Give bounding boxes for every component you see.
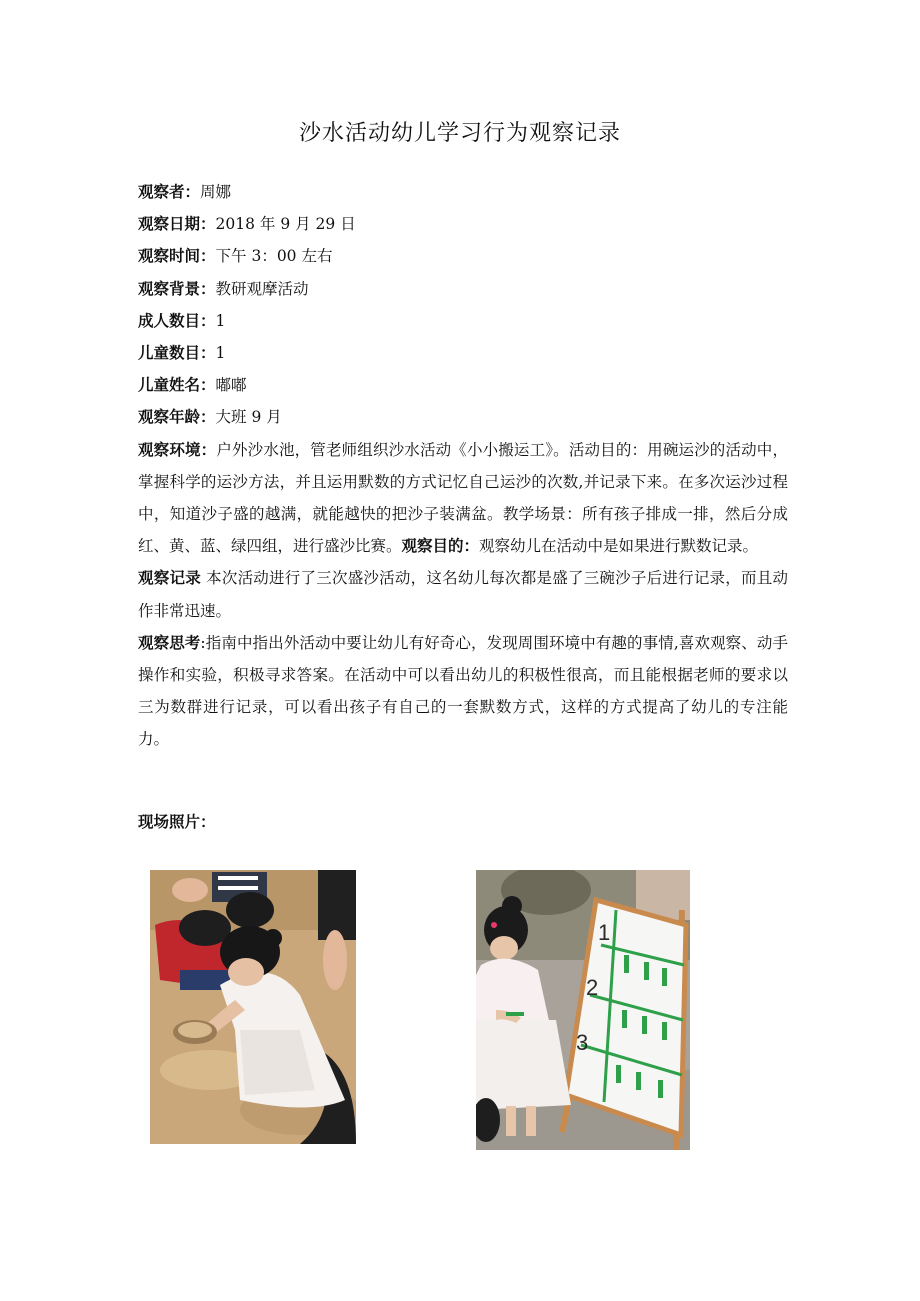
adults-field: 成人数目：1 [138,310,226,330]
environment-paragraph: 观察环境：户外沙水池，管老师组织沙水活动《小小搬运工》。活动目的：用碗运沙的活动中，掌握科学的运沙方法，并且运用默数的方式记忆自己运沙的次数,并记录下来。在多次运沙过程中，知道沙子盛的越满，就能越快的把沙子装满盆。教学场景：所有孩子排成一排，然后分成红、黄、蓝、绿四组，进行盛沙比赛。观察目的：观察幼儿在活动中是如果进行默数记录。 [138,439,788,556]
adults-label: 成人数目 [138,310,201,330]
child-name-label: 儿童姓名 [138,375,201,395]
observer-label: 观察者 [138,182,185,201]
time-value: 下午 3：00 左右 [215,247,333,266]
background-label: 观察背景 [138,278,201,298]
time-field: 观察时间：下午 3：00 左右 [138,246,333,266]
age-label: 观察年龄 [138,407,201,427]
child-name-field: 儿童姓名：嘟嘟 [138,375,247,395]
observer-field: 观察者：周娜 [138,182,232,201]
recording-board-photo [476,870,690,1150]
board-number-1: 1 [598,920,611,945]
board-number-3: 3 [576,1030,589,1055]
record-paragraph [138,562,788,626]
page-title: 沙水活动幼儿学习行为观察记录 [298,121,621,146]
photos-label: 现场照片： [138,812,216,831]
environment-text: 户外沙水池，管老师组织沙水活动《小小搬运工》。活动目的：用碗运沙的活动中，掌握科学的运沙方法，并且运用默数的方式记忆自己运沙的次数,并记录下来。在多次运沙过程中，知道沙子盛的越满，就能越快的把沙子装满盆。教学场景：所有孩子排成一排，然后分成红、黄、蓝、绿四组，进行盛沙比赛。 [138,440,788,556]
reflection-text: :指南中指出外活动中要让幼儿有好奇心，发现周围环境中有趣的事情,喜欢观察、动手操作和实验，积极寻求答案。在活动中可以看出幼儿的积极性很高，而且能根据老师的要求以三为数群进行记录，可以看出孩子有自己的一套默数方式，这样的方式提高了幼儿的专注能力。 [138,633,788,749]
observation-fields [138,176,788,756]
date-field: 观察日期：2018 年 9 月 29 日 [138,214,356,234]
purpose-text: 观察幼儿在活动中是如果进行默数记录。 [479,537,759,556]
reflection-paragraph [138,627,788,756]
age-field: 观察年龄：大班 9 月 [138,407,282,427]
date-label: 观察日期 [138,214,201,234]
children-label: 儿童数目 [138,343,201,363]
environment-label: 观察环境 [138,439,201,459]
adults-value: 1 [215,311,226,330]
reflection-label: 观察思考 [138,632,201,652]
children-value: 1 [215,344,226,363]
time-label: 观察时间 [138,246,201,266]
date-value: 2018 年 9 月 29 日 [215,215,356,234]
observer-value: 周娜 [200,183,232,201]
record-text: 本次活动进行了三次盛沙活动，这名幼儿每次都是盛了三碗沙子后进行记录，而且动作非常迅速。 [138,569,788,620]
purpose-label: 观察目的 [401,536,464,556]
age-value: 大班 9 月 [215,408,282,427]
background-value: 教研观摩活动 [215,279,309,298]
board-number-2: 2 [586,975,599,1000]
child-name-value: 嘟嘟 [215,376,247,395]
children-field: 儿童数目：1 [138,343,226,363]
record-label: 观察记录 [138,568,201,588]
sand-play-illustration [150,870,356,1144]
recording-board-illustration [476,870,690,1150]
sand-play-photo [150,870,356,1144]
background-field: 观察背景：教研观摩活动 [138,278,309,298]
